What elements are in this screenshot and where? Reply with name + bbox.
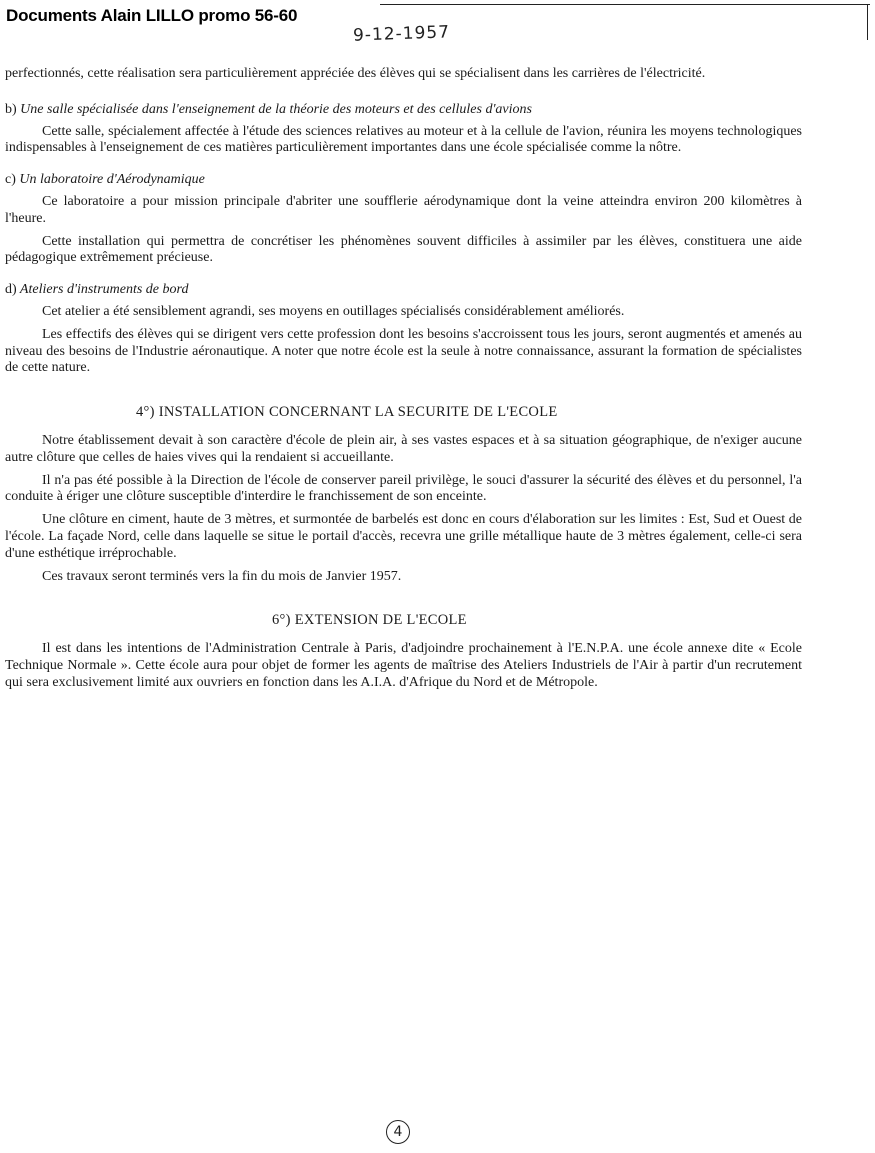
paragraph: Les effectifs des élèves qui se dirigent vers cette profession dont les besoins s'accroissent tous les jours, seront augmentés et amenés au niveau des besoins de l'Industrie aéronautique. A noter que notre école est la seule à notre connaissance, assurant la formation de spécialistes de cette nature. [5, 326, 802, 376]
subsection-title: Une salle spécialisée dans l'enseignement de la théorie des moteurs et des cellules d'avions [20, 101, 532, 117]
document-body [5, 66, 802, 692]
paragraph: Cette installation qui permettra de concrétiser les phénomènes souvent difficiles à assimiler par les élèves, constituera une aide pédagogique extrêmement précieuse. [5, 233, 802, 266]
subsection-title: Ateliers d'instruments de bord [19, 282, 189, 298]
paragraph: Notre établissement devait à son caractère d'école de plein air, à ses vastes espaces et à sa situation géographique, de n'exiger aucune autre clôture que celles de haies vives qui la rendaient si accueillante. [5, 432, 802, 465]
paragraph: Ces travaux seront terminés vers la fin du mois de Janvier 1957. [42, 568, 402, 584]
scan-border-top [380, 4, 870, 5]
subsection-d-heading [5, 282, 802, 299]
paragraph: Une clôture en ciment, haute de 3 mètres, et surmontée de barbelés est donc en cours d'élaboration sur les limites : Est, Sud et Ouest de l'école. La façade Nord, celle dans laquelle se situe le portail d'accès, recevra une grille métallique haute de 3 mètres également, celle-ci sera d'une esthétique irréprochable. [5, 512, 802, 561]
paragraph: Cette salle, spécialement affectée à l'étude des sciences relatives au moteur et à la cellule de l'avion, réunira les moyens technologiques indispensables à l'enseignement de ces matières particulièrement importantes dans une école spécialisée comme la nôtre. [5, 123, 802, 156]
subsection-c-heading [5, 172, 802, 189]
section-6-heading: 6°) EXTENSION DE L'ECOLE [272, 612, 467, 629]
subsection-letter: d) [5, 282, 17, 298]
subsection-letter: b) [5, 101, 17, 117]
document-source-label: Documents Alain LILLO promo 56-60 [6, 6, 298, 25]
section-4-heading: 4°) INSTALLATION CONCERNANT LA SECURITE DE L'ECOLE [136, 404, 558, 421]
page-number: 4 [386, 1120, 410, 1144]
subsection-letter: c) [5, 172, 16, 188]
paragraph: Ce laboratoire a pour mission principale d'abriter une soufflerie aérodynamique dont la veine atteindra environ 200 kilomètres à l'heure. [5, 193, 802, 226]
continued-paragraph: perfectionnés, cette réalisation sera particulièrement appréciée des élèves qui se spécialisent dans les carrières de l'électricité. [5, 66, 706, 81]
scan-border-right [867, 4, 868, 40]
paragraph: Cet atelier a été sensiblement agrandi, ses moyens en outillages spécialisés considérablement améliorés. [42, 303, 625, 319]
subsection-title: Un laboratoire d'Aérodynamique [19, 172, 205, 188]
paragraph: Il est dans les intentions de l'Administration Centrale à Paris, d'adjoindre prochainement à l'E.N.P.A. une école annexe dite « Ecole Technique Normale ». Cette école aura pour objet de former les agents de maîtrise des Ateliers Industriels de l'Air à partir d'un recrutement qui sera exclusivement limité aux ouvriers en fonction dans les A.I.A. d'Afrique du Nord et de Métropole. [5, 641, 802, 690]
paragraph: Il n'a pas été possible à la Direction de l'école de conserver pareil privilège, le souci d'assurer la sécurité des élèves et du personnel, l'a conduite à ériger une clôture susceptible d'interdire le franchissement de son enceinte. [5, 472, 802, 505]
subsection-b-heading [5, 102, 802, 119]
handwritten-date: 9-12-1957 [352, 22, 451, 46]
